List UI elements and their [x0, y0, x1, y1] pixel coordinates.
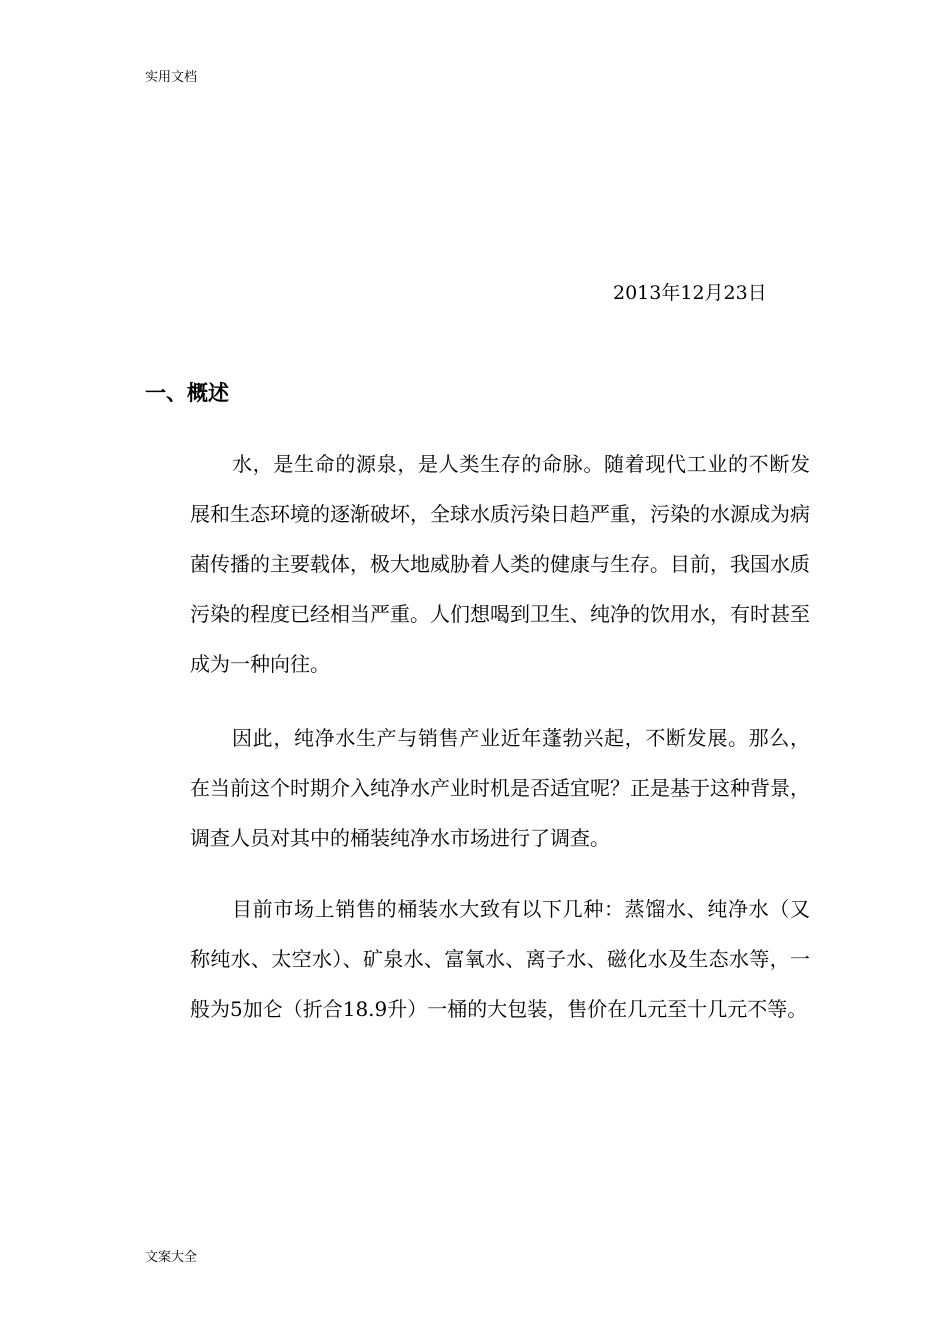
- paragraph: 因此，纯净水生产与销售产业近年蓬勃兴起，不断发展。那么，在当前这个时期介入纯净水产业时机是否适宜呢？正是基于这种背景，调查人员对其中的桶装纯净水市场进行了调查。: [190, 726, 810, 850]
- page-header: 实用文档: [145, 70, 198, 85]
- section-heading: 一、概述: [145, 381, 229, 405]
- paragraph: 目前市场上销售的桶装水大致有以下几种：蒸馏水、纯净水（又称纯水、太空水）、矿泉水、富氧水、离子水、磁化水及生态水等，一般为5加仑（折合18.9升）一桶的大包装，售价在几元至十几元不等。: [190, 897, 810, 1021]
- page-footer: 文案大全: [145, 1250, 198, 1265]
- paragraph: 水，是生命的源泉，是人类生存的命脉。随着现代工业的不断发展和生态环境的逐渐破坏，全球水质污染日趋严重，污染的水源成为病菌传播的主要载体，极大地威胁着人类的健康与生存。目前，我国水质污染的程度已经相当严重。人们想喝到卫生、纯净的饮用水，有时甚至成为一种向往。: [190, 452, 810, 676]
- document-date: 2013年12月23日: [613, 282, 767, 304]
